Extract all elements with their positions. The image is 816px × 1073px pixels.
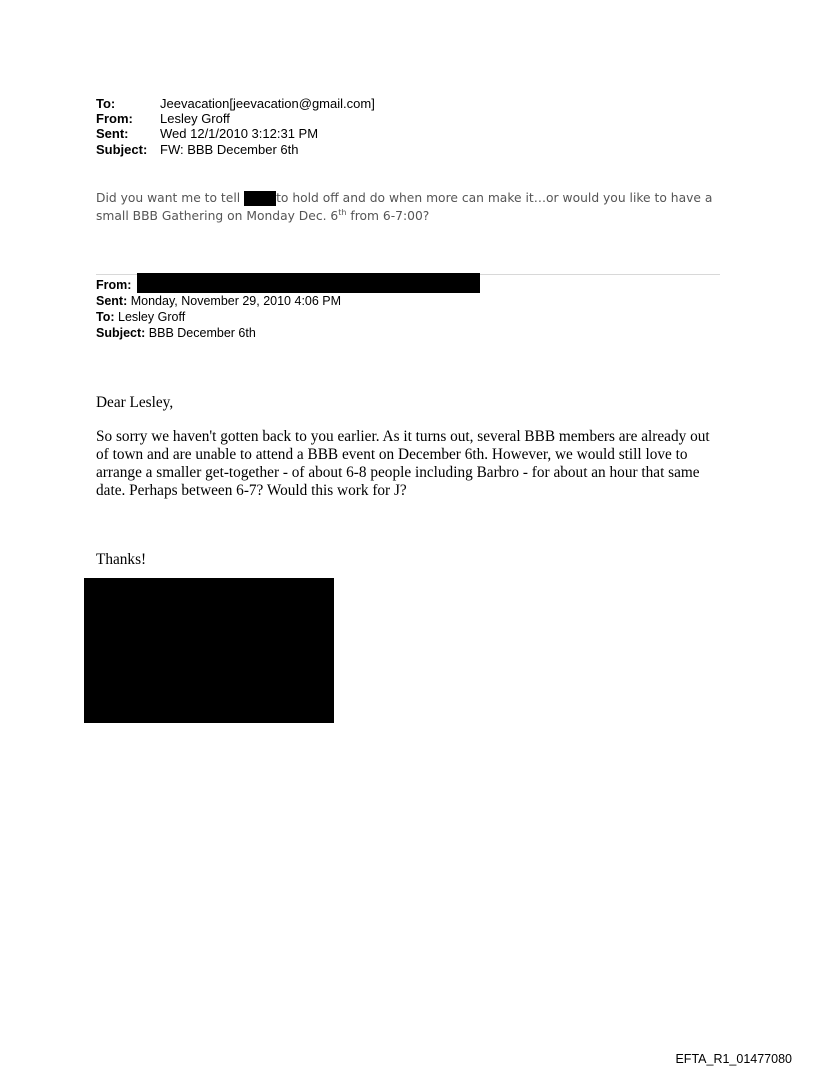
original-subject-value: BBB December 6th (148, 326, 256, 340)
document-id: EFTA_R1_01477080 (675, 1052, 792, 1066)
header-sent-row (96, 126, 318, 141)
original-to-row (96, 309, 185, 325)
original-subject-row (96, 325, 256, 341)
original-subject-label: Subject: (96, 326, 146, 340)
forward-message-body (96, 189, 716, 225)
subject-value: FW: BBB December 6th (160, 142, 299, 157)
forward-text-part3: from 6-7:00? (346, 209, 430, 223)
header-subject-row (96, 142, 298, 157)
to-value: Jeevacation[jeevacation@gmail.com] (160, 96, 375, 111)
original-from-row (96, 277, 131, 293)
to-label: To: (96, 96, 116, 111)
letter-greeting: Dear Lesley, (96, 394, 174, 411)
redaction-bar-sender (137, 273, 480, 293)
header-from-row (96, 111, 230, 126)
sent-value: Wed 12/1/2010 3:12:31 PM (160, 126, 319, 141)
forward-text-part1: Did you want me to tell (96, 191, 245, 205)
from-value: Lesley Groff (160, 111, 230, 126)
original-sent-label: Sent: (96, 294, 128, 308)
letter-paragraph: So sorry we haven't gotten back to you earlier. As it turns out, several BBB members are already out of town and are unable to attend a BBB event on December 6th. However, we would still love to arrange a smaller get-together - of about 6-8 people including Barbro - for about an hour that same date. Perhaps between 6-7? Would this work for J? (96, 428, 710, 499)
original-to-label: To: (96, 310, 115, 324)
forward-superscript: th (338, 207, 347, 217)
redaction-bar (244, 191, 276, 206)
original-sent-value: Monday, November 29, 2010 4:06 PM (130, 294, 342, 308)
from-label: From: (96, 111, 133, 126)
original-sent-row (96, 293, 341, 309)
header-to-row (96, 96, 375, 111)
sent-label: Sent: (96, 126, 129, 141)
original-to-value: Lesley Groff (118, 310, 186, 324)
original-from-label: From: (96, 278, 132, 292)
redaction-block-signature (84, 578, 334, 723)
forward-text-part2: to hold off and do when more can make it…or would you like to have a small BBB Gathering on Monday Dec. 6 (96, 191, 713, 223)
letter-closing: Thanks! (96, 551, 147, 568)
subject-label: Subject: (96, 142, 148, 157)
